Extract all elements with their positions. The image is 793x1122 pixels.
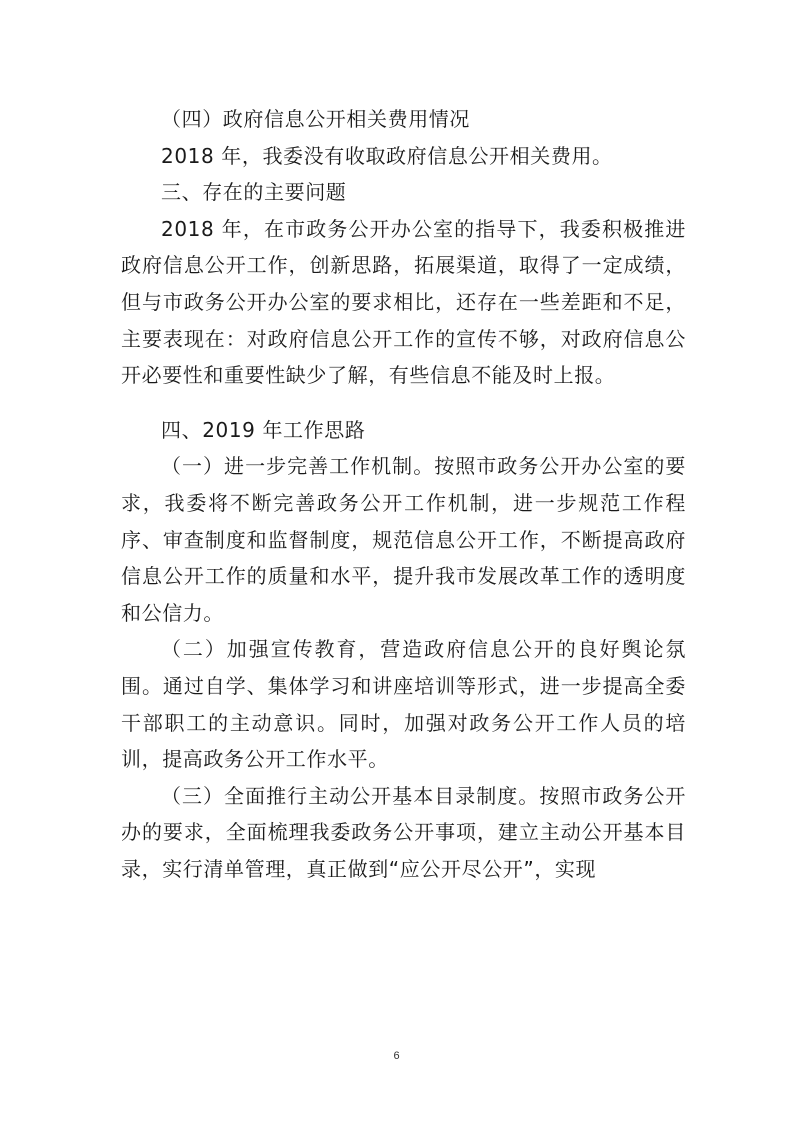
section-heading-problems: 三、存在的主要问题 xyxy=(161,180,347,205)
paragraph-problems: 2018 年，在市政务公开办公室的指导下，我委积极推进政府信息公开工作，创新思路，拓展渠道，取得了一定成绩，但与市政务公开办公室的要求相比，还存在一些差距和不足，主要表现在：对政府信息公开工作的宣传不够，对政府信息公开必要性和重要性缺少了解，有些信息不能及时上报。 xyxy=(121,216,686,388)
paragraph-plan-1: （一）进一步完善工作机制。按照市政务公开办公室的要求，我委将不断完善政务公开工作机制，进一步规范工作程序、审查制度和监督制度，规范信息公开工作，不断提高政府信息公开工作的质量和水平，提升我市发展改革工作的透明度和公信力。 xyxy=(121,454,686,625)
page-number: 6 xyxy=(393,1050,400,1062)
document-body xyxy=(121,101,686,887)
paragraph-plan-3: （三）全面推行主动公开基本目录制度。按照市政务公开办的要求，全面梳理我委政务公开事项，建立主动公开基本目录，实行清单管理，真正做到“应公开尽公开”，实现 xyxy=(121,783,686,881)
paragraph-plan-2: （二）加强宣传教育，营造政府信息公开的良好舆论氛围。通过自学、集体学习和讲座培训等形式，进一步提高全委干部职工的主动意识。同时，加强对政务公开工作人员的培训，提高政务公开工作水平。 xyxy=(121,637,686,772)
paragraph-fee: 2018 年，我委没有收取政府信息公开相关费用。 xyxy=(161,143,613,168)
section-heading-2019-plan: 四、2019 年工作思路 xyxy=(161,417,366,442)
section-heading-fee: （四）政府信息公开相关费用情况 xyxy=(161,107,470,131)
